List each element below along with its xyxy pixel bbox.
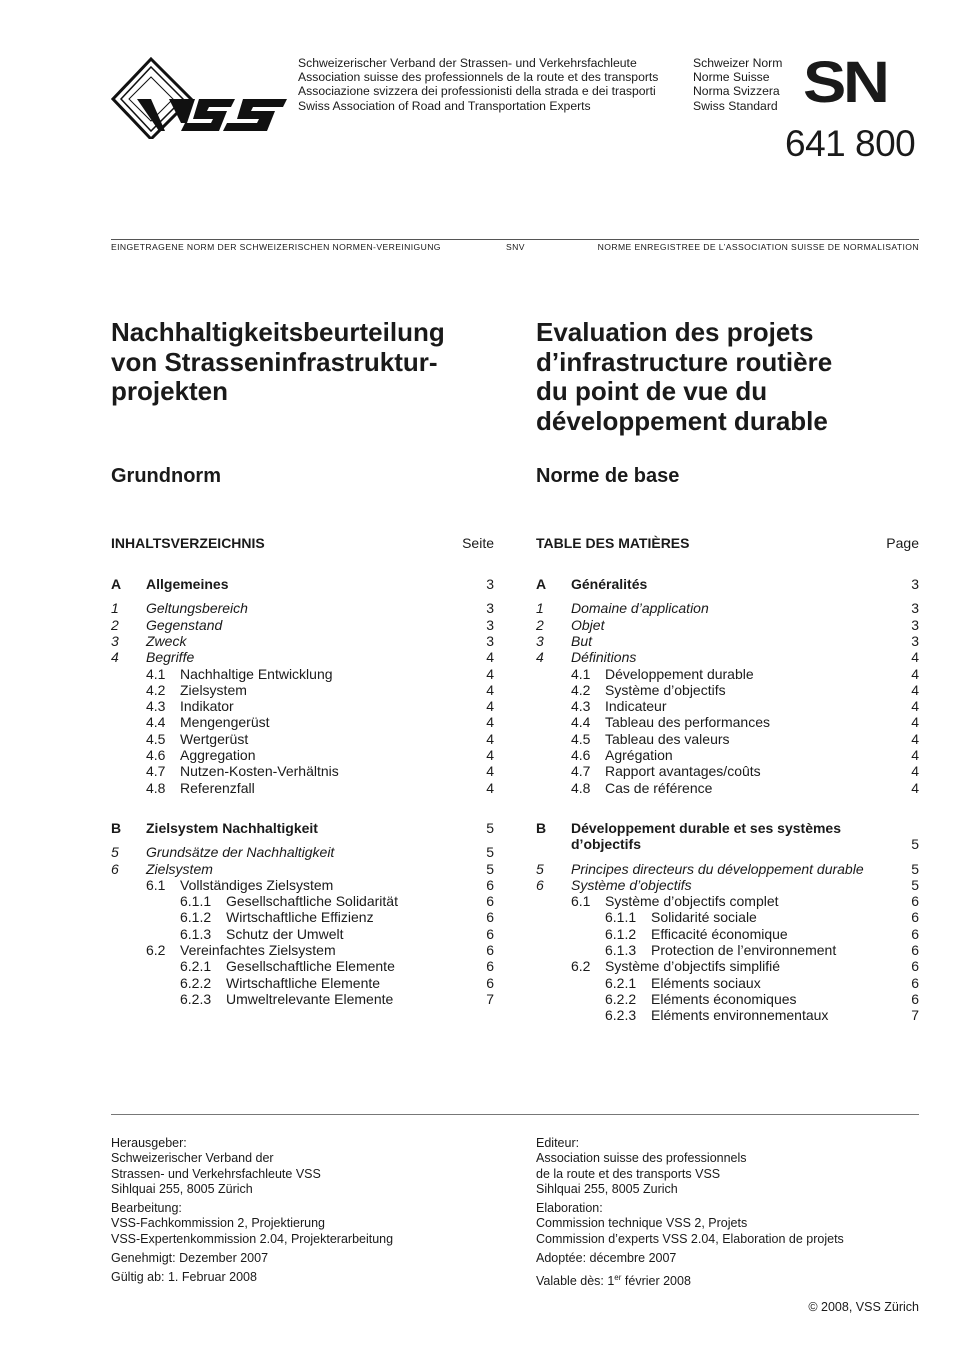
title-line: von Strasseninfrastruktur-: [111, 346, 438, 377]
vss-logo: [111, 57, 291, 139]
toc-entry-page: 5: [911, 860, 919, 877]
toc-entry[interactable]: [536, 819, 919, 853]
toc-entry[interactable]: [536, 958, 919, 975]
editing-line: Commission d’experts VSS 2.04, Elaboration de projets: [536, 1231, 844, 1246]
publisher-line: Schweizerischer Verband der: [111, 1151, 274, 1166]
association-names: [298, 56, 658, 113]
valid-text-end: février 2008: [621, 1274, 691, 1289]
toc-entry[interactable]: [111, 893, 494, 910]
toc-entry-page: 4: [486, 698, 494, 715]
toc-entry-label: Geltungsbereich: [146, 600, 248, 617]
toc-entry-number: 4.8: [146, 779, 166, 796]
toc-entry-page: 6: [911, 909, 919, 926]
valid-line: [536, 1270, 844, 1289]
toc-entry-label: Umweltrelevante Elemente: [226, 990, 394, 1007]
standard-type-names: [693, 56, 782, 113]
toc-entry-page: 4: [911, 714, 919, 731]
toc-entry-number: 6.2.3: [605, 1007, 637, 1024]
toc-entry-label: Grundsätze der Nachhaltigkeit: [146, 844, 335, 861]
toc-entry-page: 6: [911, 925, 919, 942]
toc-entry[interactable]: [111, 576, 494, 593]
toc-entry-number: 2: [111, 616, 119, 633]
editing-label: Bearbeitung:: [111, 1201, 182, 1216]
toc-title-fr: TABLE DES MATIÈRES: [536, 535, 690, 551]
toc-entry[interactable]: [111, 698, 494, 715]
toc-entry-page: 6: [486, 876, 494, 893]
toc-entry-page: 7: [911, 1007, 919, 1024]
toc-entry-page: 3: [911, 600, 919, 617]
toc-page-label-de: Seite: [462, 535, 494, 551]
publisher-line: Strassen- und Verkehrsfachleute VSS: [111, 1166, 321, 1181]
toc-entry-label: Gesellschaftliche Solidarität: [226, 893, 398, 910]
toc-entry-label: Domaine d’application: [571, 600, 709, 617]
approved-line: Adoptée: décembre 2007: [536, 1251, 677, 1266]
toc-entry[interactable]: [536, 649, 919, 666]
toc-entry-label: Développement durable: [605, 665, 754, 682]
toc-entry-number: 6.2: [146, 942, 166, 958]
toc-entry[interactable]: [111, 780, 494, 797]
toc-entry-label: Zweck: [146, 632, 187, 649]
toc-entry[interactable]: [111, 958, 494, 975]
toc-entry-label: Nachhaltige Entwicklung: [180, 665, 333, 682]
publisher-line: Association suisse des professionnels: [536, 1151, 747, 1166]
toc-entry-label: Cas de référence: [605, 779, 713, 796]
title-de: [111, 318, 445, 407]
toc-entry-number: 4.6: [571, 747, 591, 763]
toc-entry[interactable]: [536, 1007, 919, 1024]
toc-entry-label: Referenzfall: [180, 779, 255, 796]
toc-entry-label: Agrégation: [605, 747, 673, 763]
toc-entry[interactable]: [536, 682, 919, 699]
org-line: Associazione svizzera dei professionisti della strada e dei trasporti: [298, 84, 656, 99]
toc-entry[interactable]: [536, 926, 919, 943]
toc-entry-number: 6.2.2: [180, 974, 212, 991]
toc-entry-number: 4.4: [571, 714, 591, 731]
toc-entry-number: A: [111, 576, 122, 592]
org-line: Schweizerischer Verband der Strassen- und Verkehrsfachleute: [298, 56, 637, 70]
toc-entry-page: 4: [911, 730, 919, 747]
toc-entry-page: 4: [486, 730, 494, 747]
toc-entry-number: 4.1: [146, 665, 166, 682]
toc-entry-label: Développement durable et ses systèmes: [571, 819, 842, 836]
toc-entry-page: 3: [486, 600, 494, 617]
toc-entry-page: 6: [911, 942, 919, 958]
toc-entry[interactable]: [111, 877, 494, 894]
toc-entry[interactable]: [536, 893, 919, 910]
subtitle-de: Grundnorm: [111, 465, 221, 487]
toc-entry-number: 4.8: [571, 779, 591, 796]
toc-entry[interactable]: [111, 666, 494, 683]
toc-entry-page: 3: [486, 632, 494, 649]
toc-entry[interactable]: [111, 714, 494, 731]
toc-entry[interactable]: [536, 747, 919, 764]
toc-entry-page: 5: [911, 876, 919, 893]
toc-entry-label: Nutzen-Kosten-Verhältnis: [180, 763, 339, 780]
toc-entry-page: 4: [486, 763, 494, 780]
toc-entry-label: Gegenstand: [146, 616, 223, 633]
toc-entry[interactable]: [536, 633, 919, 650]
publisher-line: de la route et des transports VSS: [536, 1166, 721, 1181]
title-line: projekten: [111, 376, 229, 406]
toc-entry-page: 6: [486, 893, 494, 910]
valid-text: Valable dès: 1: [536, 1274, 615, 1289]
toc-entry-number: 6.1.1: [180, 893, 212, 910]
toc-title-de: INHALTSVERZEICHNIS: [111, 535, 265, 551]
toc-entry-label: Protection de l’environnement: [651, 942, 837, 958]
footer-fr: [536, 1136, 844, 1290]
toc-entry-page: 4: [486, 714, 494, 731]
toc-entry[interactable]: [111, 844, 494, 861]
toc-entry[interactable]: [536, 666, 919, 683]
org-line: Association suisse des professionnels de la route et des transports: [298, 70, 659, 85]
toc-entry-page: 4: [911, 698, 919, 715]
editing-line: Commission technique VSS 2, Projets: [536, 1216, 748, 1231]
editing-line: VSS-Fachkommission 2, Projektierung: [111, 1216, 325, 1231]
toc-entry-label: Système d’objectifs simplifié: [605, 958, 781, 975]
standard-line: Norma Svizzera: [693, 84, 780, 99]
toc-entry[interactable]: [111, 731, 494, 748]
toc-entry-label: Tableau des valeurs: [605, 730, 730, 747]
toc-entry-label: Solidarité sociale: [651, 909, 757, 926]
toc-entry[interactable]: [536, 731, 919, 748]
toc-entry-label: Eléments sociaux: [651, 974, 761, 991]
toc-entry-page: 3: [911, 576, 919, 592]
toc-entry-label: Vollständiges Zielsystem: [180, 876, 334, 893]
toc-entry[interactable]: [536, 991, 919, 1008]
toc-entry-label: Efficacité économique: [651, 925, 788, 942]
toc-entry-page: 6: [486, 974, 494, 991]
toc-entry-number: 6.1.2: [180, 909, 212, 926]
toc-entry-label: Généralités: [571, 576, 648, 592]
toc-entry-label: Aggregation: [180, 747, 256, 763]
toc-entry[interactable]: [111, 975, 494, 992]
toc-entry-number: 6.2.3: [180, 990, 212, 1007]
toc-entry[interactable]: [536, 909, 919, 926]
toc-entry-label: Vereinfachtes Zielsystem: [180, 942, 336, 958]
toc-entry-number: 6.1.3: [180, 925, 212, 942]
toc-entry[interactable]: [111, 926, 494, 943]
toc-entry[interactable]: [536, 600, 919, 617]
toc-entry-label: Tableau des performances: [605, 714, 770, 731]
approved-line: Genehmigt: Dezember 2007: [111, 1251, 269, 1266]
publisher-line: Sihlquai 255, 8005 Zürich: [111, 1181, 253, 1196]
toc-entry-label: Principes directeurs du développement durable: [571, 860, 864, 877]
toc-entry-label: Indicateur: [605, 698, 667, 715]
toc-entry-page: 4: [911, 665, 919, 682]
title-line: développement durable: [536, 405, 828, 436]
toc-entry-label: Zielsystem: [146, 860, 213, 877]
toc-entry[interactable]: [111, 617, 494, 634]
toc-entry-number: 4.1: [571, 665, 591, 682]
toc-entry-label: Zielsystem: [180, 681, 247, 698]
toc-entry-number: 6.1: [146, 876, 166, 893]
toc-entry[interactable]: [536, 714, 919, 731]
toc-entry[interactable]: [536, 975, 919, 992]
toc-entry-number: 6.1.1: [605, 909, 637, 926]
toc-entry-page: 4: [486, 665, 494, 682]
toc-entry-number: 6.1: [571, 893, 591, 910]
title-line: du point de vue du: [536, 376, 768, 406]
toc-entry-number: 2: [536, 616, 544, 633]
footer-rule: [111, 1114, 919, 1115]
toc-entry-page: 3: [486, 616, 494, 633]
toc-entry-number: B: [536, 819, 547, 836]
toc-entry-number: 4: [536, 649, 544, 666]
copyright: © 2008, VSS Zürich: [808, 1300, 919, 1314]
toc-entry-number: B: [111, 819, 122, 836]
toc-entry-page: 4: [911, 681, 919, 698]
registration-left: EINGETRAGENE NORM DER SCHWEIZERISCHEN NORMEN-VEREINIGUNG: [111, 242, 441, 252]
toc-entry[interactable]: [111, 820, 494, 837]
toc-entry-label: Zielsystem Nachhaltigkeit: [146, 819, 318, 836]
toc-entry[interactable]: [111, 942, 494, 959]
toc-entry-number: 6.2.1: [180, 958, 212, 975]
title-line: d’infrastructure routière: [536, 346, 833, 377]
toc-entry[interactable]: [536, 576, 919, 593]
toc-entry-page: 6: [486, 925, 494, 942]
toc-entry-page: 3: [911, 616, 919, 633]
toc-entry-page: 4: [486, 649, 494, 666]
toc-entry-page: 6: [911, 990, 919, 1007]
toc-entry-label: Eléments économiques: [651, 990, 797, 1007]
toc-entry-page: 6: [486, 909, 494, 926]
footer-de: [111, 1136, 393, 1286]
toc-entry-number: 3: [111, 632, 119, 649]
toc-entry[interactable]: [111, 600, 494, 617]
toc-entry-page: 6: [486, 942, 494, 958]
toc-entry-page: 6: [911, 974, 919, 991]
toc-entry-number: 4.7: [571, 763, 591, 780]
publisher-label: Editeur:: [536, 1136, 580, 1150]
toc-entry-page: 4: [486, 747, 494, 763]
toc-entry-number: 3: [536, 632, 544, 649]
toc-entry-number: A: [536, 576, 547, 592]
toc-entry[interactable]: [111, 747, 494, 764]
toc-entry-number: 6.1.2: [605, 925, 637, 942]
toc-entry-number: 4: [111, 649, 119, 666]
toc-entry-label: Schutz der Umwelt: [226, 925, 344, 942]
title-line: Evaluation des projets: [536, 317, 814, 347]
toc-entry[interactable]: [536, 942, 919, 959]
editing-label: Elaboration:: [536, 1201, 603, 1216]
toc-entry-label: Eléments environnementaux: [651, 1007, 829, 1024]
subtitle-fr: Norme de base: [536, 465, 680, 487]
toc-entry-page: 5: [486, 819, 494, 836]
toc-entry-label: Système d’objectifs complet: [605, 893, 779, 910]
standard-line: Schweizer Norm: [693, 56, 783, 70]
toc-entry-page: 6: [911, 958, 919, 975]
toc-entry-number: 4.3: [146, 698, 166, 715]
toc-entry[interactable]: [111, 763, 494, 780]
toc-entry-number: 6.2.1: [605, 974, 637, 991]
toc-entry-label: Wirtschaftliche Elemente: [226, 974, 381, 991]
toc-entry[interactable]: [111, 991, 494, 1008]
toc-entry-label: Gesellschaftliche Elemente: [226, 958, 395, 975]
toc-entry-number: 6.2: [571, 958, 591, 975]
valid-line: Gültig ab: 1. Februar 2008: [111, 1270, 257, 1285]
toc-entry-number: 1: [111, 600, 119, 617]
toc-entry-page: 5: [486, 844, 494, 861]
title-fr: [536, 318, 832, 436]
toc-entry-page: 4: [486, 779, 494, 796]
toc-entry-label: Mengengerüst: [180, 714, 270, 731]
toc-entry-label: Rapport avantages/coûts: [605, 763, 761, 780]
toc-entry-number: 6: [536, 876, 544, 893]
toc-entry-page: 4: [911, 649, 919, 666]
toc-entry[interactable]: [536, 877, 919, 894]
toc-entry-number: 4.3: [571, 698, 591, 715]
toc-entry-page: 4: [486, 681, 494, 698]
toc-entry[interactable]: [536, 763, 919, 780]
toc-entry-label: Définitions: [571, 649, 637, 666]
toc-entry-number: 6.2.2: [605, 990, 637, 1007]
toc-entry[interactable]: [111, 633, 494, 650]
toc-entry-label: Wirtschaftliche Effizienz: [226, 909, 374, 926]
editing-line: VSS-Expertenkommission 2.04, Projekterarbeitung: [111, 1231, 394, 1246]
toc-entry-label: Système d’objectifs: [571, 876, 692, 893]
registration-right: NORME ENREGISTREE DE L’ASSOCIATION SUISSE DE NORMALISATION: [597, 242, 919, 252]
toc-entry-page: 4: [911, 779, 919, 796]
org-line: Swiss Association of Road and Transportation Experts: [298, 98, 591, 113]
toc-entry-number: 4.7: [146, 763, 166, 780]
publisher-line: Sihlquai 255, 8005 Zurich: [536, 1181, 678, 1196]
toc-entry-number: 6: [111, 860, 119, 877]
standard-number: 641 800: [785, 123, 916, 164]
toc-entry-label: Wertgerüst: [180, 730, 249, 747]
toc-entry-number: 4.5: [571, 730, 591, 747]
toc-entry-page: 7: [486, 990, 494, 1007]
toc-entry[interactable]: [536, 780, 919, 797]
toc-entry-number: 4.5: [146, 730, 166, 747]
toc-entry-page: 4: [911, 747, 919, 763]
publisher-label: Herausgeber:: [111, 1136, 187, 1150]
registration-center: SNV: [506, 242, 525, 252]
toc-entry-number: 4.2: [146, 681, 166, 698]
standard-line: Norme Suisse: [693, 70, 770, 85]
toc-entry[interactable]: [536, 698, 919, 715]
sn-logo: SN: [803, 50, 887, 115]
toc-entry-label: Indikator: [180, 698, 234, 715]
toc-entry-number: 1: [536, 600, 544, 617]
toc-entry-page: 4: [911, 763, 919, 780]
vss-diamond-logo-icon: [111, 57, 291, 139]
standard-line: Swiss Standard: [693, 98, 778, 113]
toc-entry-number: 4.2: [571, 681, 591, 698]
valid-sup: er: [614, 1273, 622, 1283]
toc-entry[interactable]: [111, 861, 494, 878]
toc-entry[interactable]: [111, 649, 494, 666]
toc-entry-page: 5: [486, 860, 494, 877]
toc-entry-number: 6.1.3: [605, 942, 637, 958]
toc-entry[interactable]: [111, 909, 494, 926]
registration-rule: [111, 239, 919, 240]
toc-entry-page: 6: [911, 893, 919, 910]
toc-entry-page: 5: [911, 836, 919, 853]
toc-entry-page: 3: [911, 632, 919, 649]
toc-entry-label: Objet: [571, 616, 605, 633]
toc-entry-page: 3: [486, 576, 494, 592]
toc-entry-label: d’objectifs: [571, 836, 642, 853]
toc-entry-label: Allgemeines: [146, 576, 229, 592]
toc-entry-page: 6: [486, 958, 494, 975]
toc-entry-label: But: [571, 632, 593, 649]
title-line: Nachhaltigkeitsbeurteilung: [111, 317, 445, 347]
toc-entry[interactable]: [111, 682, 494, 699]
toc-entry-number: 4.4: [146, 714, 166, 731]
toc-entry-number: 5: [536, 860, 544, 877]
toc-entry-label: Begriffe: [146, 649, 195, 666]
toc-entry[interactable]: [536, 861, 919, 878]
toc-entry-number: 5: [111, 844, 119, 861]
toc-entry-label: Système d’objectifs: [605, 681, 726, 698]
toc-entry[interactable]: [536, 617, 919, 634]
toc-page-label-fr: Page: [886, 535, 919, 551]
toc-entry-number: 4.6: [146, 747, 166, 763]
